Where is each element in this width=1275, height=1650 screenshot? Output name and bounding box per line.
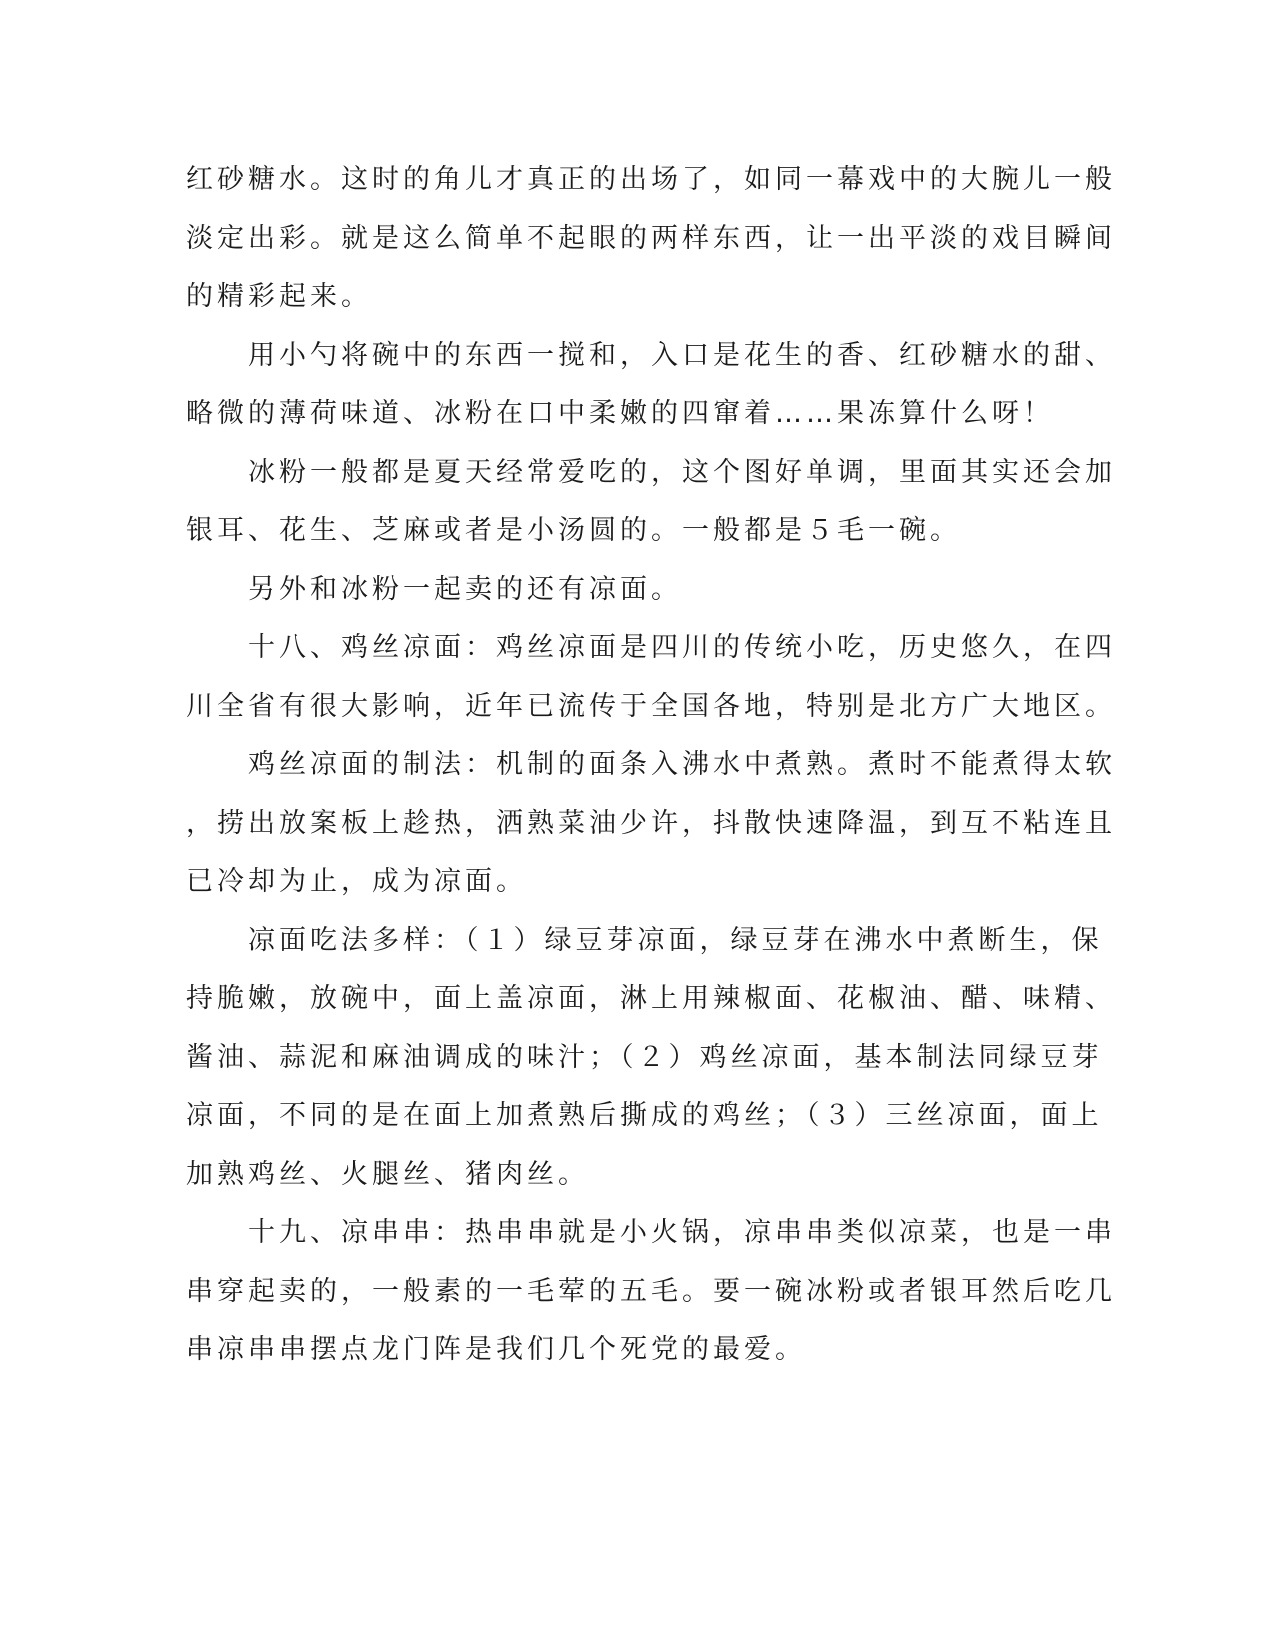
text-line: 持脆嫩，放碗中，面上盖凉面，淋上用辣椒面、花椒油、醋、味精、 <box>186 983 1116 1014</box>
text-line: 加熟鸡丝、火腿丝、猪肉丝。 <box>186 1159 589 1190</box>
text-line: 串凉串串摆点龙门阵是我们几个死党的最爱。 <box>186 1334 806 1365</box>
text-line: 略微的薄荷味道、冰粉在口中柔嫩的四窜着……果冻算什么呀！ <box>186 398 1054 429</box>
text-line: 凉面，不同的是在面上加煮熟后撕成的鸡丝；（３）三丝凉面，面上 <box>186 1100 1103 1131</box>
text-line: 已冷却为止，成为凉面。 <box>186 866 527 897</box>
text-line: 川全省有很大影响，近年已流传于全国各地，特别是北方广大地区。 <box>186 691 1116 722</box>
text-line: 淡定出彩。就是这么简单不起眼的两样东西，让一出平淡的戏目瞬间 <box>186 223 1116 254</box>
text-line: 十八、鸡丝凉面：鸡丝凉面是四川的传统小吃，历史悠久，在四 <box>186 632 1116 663</box>
text-line: 凉面吃法多样：（１）绿豆芽凉面，绿豆芽在沸水中煮断生，保 <box>186 925 1103 956</box>
text-line: 红砂糖水。这时的角儿才真正的出场了，如同一幕戏中的大腕儿一般 <box>186 164 1116 195</box>
text-line: 酱油、蒜泥和麻油调成的味汁；（２）鸡丝凉面，基本制法同绿豆芽 <box>186 1042 1103 1073</box>
text-line: 另外和冰粉一起卖的还有凉面。 <box>186 574 682 605</box>
text-line: 鸡丝凉面的制法：机制的面条入沸水中煮熟。煮时不能煮得太软 <box>186 749 1116 780</box>
text-line: 冰粉一般都是夏天经常爱吃的，这个图好单调，里面其实还会加 <box>186 457 1116 488</box>
text-line: ，捞出放案板上趁热，洒熟菜油少许，抖散快速降温，到互不粘连且 <box>186 808 1116 839</box>
text-line: 的精彩起来。 <box>186 281 372 312</box>
text-line: 十九、凉串串：热串串就是小火锅，凉串串类似凉菜，也是一串 <box>186 1217 1116 1248</box>
text-line: 用小勺将碗中的东西一搅和，入口是花生的香、红砂糖水的甜、 <box>186 340 1116 371</box>
text-line: 银耳、花生、芝麻或者是小汤圆的。一般都是５毛一碗。 <box>186 515 961 546</box>
text-line: 串穿起卖的，一般素的一毛荤的五毛。要一碗冰粉或者银耳然后吃几 <box>186 1276 1116 1307</box>
